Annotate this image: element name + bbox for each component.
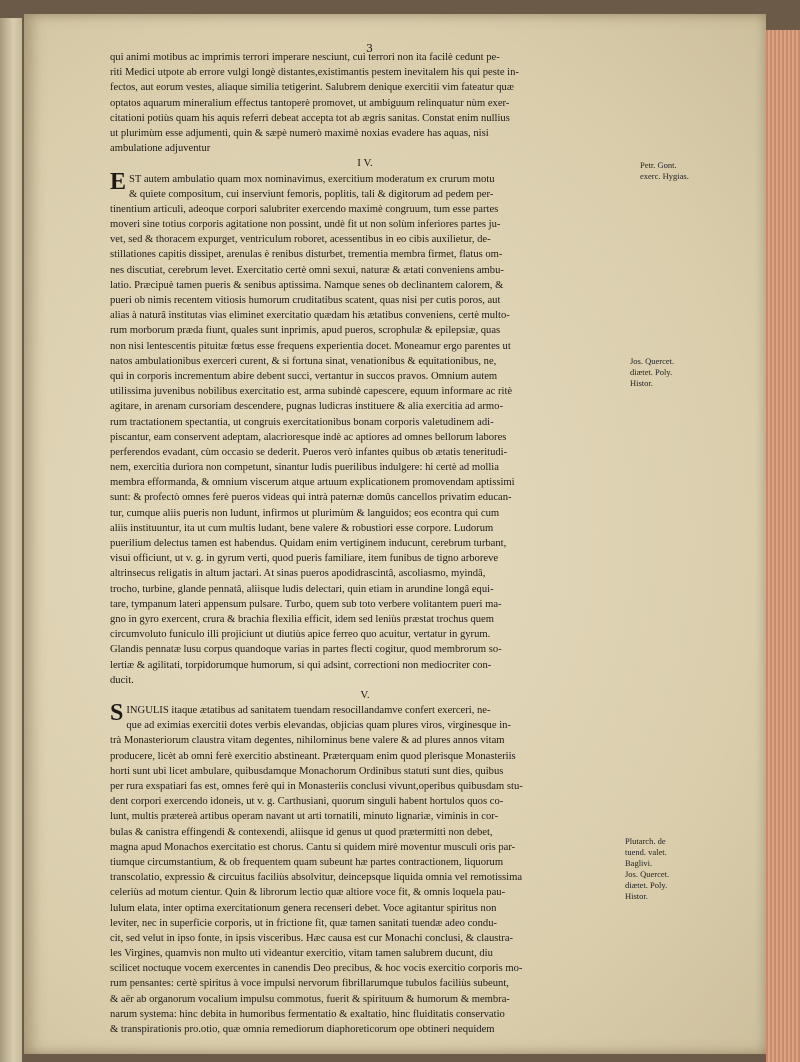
text-line: fectos, aut eorum vestes, aliaque similia tetigerint. Salubrem denique exercitii vim fateatur quæ [110,82,514,94]
text-line: tur, cumque aliis pueris non ludunt, infirmos ut plurimùm & languidos; eos econtra qui cum [110,507,500,519]
text-line: cit, sed velut in ipso fonte, in ipsis visceribus. Hæc causa est cur Monachi conclusi, & claustra- [110,932,514,944]
text-line: per rura exspatiari fas est, omnes ferè qui in Monasteriis conclusi vivunt,operibus quibusdam stu- [110,781,523,792]
text-line: bulas & canistra effingendi & contexendi, aliisque id genus ut quod prætermitti non debet, [110,826,493,838]
text-line: les Virgines, quamvis non multo uti videantur exercitio, vitam tamen salubrem ducunt, diu [110,948,493,960]
text-line: Glandis pennatæ lusu corpus quandoque varias in partes flecti cogitur, quod membrorum so- [110,644,502,656]
page-stack-edge [766,30,800,1062]
margin-line: Histor. [630,378,653,388]
main-text [110,50,620,1037]
paragraph-iv [110,168,620,688]
text-line: membra efformanda, & omnium viscerum atque artuum explicationem promovendam aptissimi [110,477,515,489]
text-line: tinentium articuli, adeoque corpori salubriter exercendo maximè congruum, tum esse partes [110,203,499,215]
text-line: alias à naturâ institutas vias eliminet exercitatio quædam his ætatibus conveniens, certè multo- [110,310,510,322]
text-line: non nisi lentescentis pituitæ fœtus esse frequens experientia docet. Moneamur ergo parentes ut [110,340,511,352]
text-line: que ad eximias exercitii dotes verbis elevandas, objicias quam plures viros, virginesque in- [126,720,511,732]
text-line: trocho, turbine, glande pennatâ, aliisque ludis delectari, quin etiam in arundine longâ equi- [110,583,494,595]
text-line: qui in corporis incrementum abire debent succi, vertantur in succos pravos. Omnium autem [110,370,498,382]
text-line: INGULIS itaque ætatibus ad sanitatem tuendam resocillandamve confert exerceri, ne- [126,705,491,717]
dropcap-s: S [110,700,124,727]
text-line: pueri ob nimis recentem vitiosis humorum cruditatibus scatent, quas nisi per cutis poros, aut [110,295,501,306]
paragraph-intro [110,50,620,156]
text-line: lertiæ & agilitati, torpidorumque humorum, si qui adsint, correctioni non mediocriter con- [110,659,492,671]
text-line: rum morborum præda fiunt, quales sunt inprimis, apud pueros, scrophulæ & epilepsiæ, quas [110,325,501,337]
text-line: ST autem ambulatio quam mox nominavimus, exercitium moderatum ex crurum motu [129,173,495,185]
margin-line: Plutarch. de [625,836,666,846]
text-line: horti sunt ubi licet ambulare, quibusdamque Monachorum Ordinibus statuti sunt dies, quibus [110,765,504,777]
text-line: gno in gyro exercent, crura & brachia flexilia efficit, idem sed leniùs præstat trochus quem [110,613,494,625]
text-line: optatos aquarum mineralium effectus tantoperè promovet, ut ambiguum relinquatur nùm exer- [110,97,510,109]
margin-note-1 [640,160,689,182]
text-line: ambulatione adjuventur [110,143,211,155]
margin-line: diætet. Poly. [625,880,668,890]
text-line: perferendos evadant, cùm occasio se dederit. Pueros verò infantes quibus ob ætatis teneritudi- [110,446,508,458]
text-line: scilicet noctuque vocem exercentes in canendis Deo precibus, & hoc vocis exercitio corporis mo- [110,963,523,975]
text-line: visui officiunt, ut v. g. in gyrum verti, quod pueris familiare, item funibus de tigno arboreve [110,553,499,565]
margin-line: Baglivi. [625,858,653,868]
text-line: nes discutiat, cerebrum levet. Exercitatio certè omni sexui, naturæ & ætati conveniens ambu- [110,264,504,276]
text-line: magna apud Monachos exercitatio est chorus. Cantu si quidem mirè moventur musculi oris par- [110,841,516,853]
text-line: riti Medici utpote ab errore vulgi longè distantes,existimantis pestem inevitalem his qui peste in- [110,67,519,79]
text-line: rum pensantes: certè spiritus à voce impulsi nervorum fibrillarumque tubulos faciliùs subeunt, [110,978,509,990]
text-line: transcolatio, expressio & circuitus faciliùs absolvitur, deincepsque liquida omnia vel remotissima [110,872,523,884]
text-line: sunt: & profectò omnes ferè pueros videas qui intrà paternæ domûs cancellos privatim educan- [110,492,512,504]
text-line: stillationes capitis dissipet, arenulas è renibus disturbet, trementia membra firmet, flatus om- [110,249,503,261]
text-line: nem, exercitia duriora non competunt, sinantur ludis puerilibus indulgere: hi certè ad mollia [110,462,499,474]
text-line: agitare, in arenam cursoriam descendere, pugnas ludicras instituere & alia exercitia ad armo- [110,401,503,413]
text-line: tiumque circumstantium, & ob frequentem quam subeunt hæ partes contractionem, liquorum [110,856,504,868]
paragraph-v [110,700,620,1037]
text-line: qui animi motibus ac imprimis terrori imperare nesciunt, cui terrori non ita facilè cedunt pe- [110,52,500,63]
text-line: & transpirationis pro.otio, quæ omnia remediorum diaphoreticorum ope obtineri nequidem [110,1024,495,1035]
text-line: & quiete compositum, cui inserviunt femoris, poplitis, tali & digitorum ad pedem per- [129,188,494,200]
text-line: ducit. [110,674,134,686]
text-line: tare, tympanum lateri appensum pulsare. Turbo, quem sub toto verbere volitantem pueri ma- [110,598,502,610]
text-line: producere, licèt ab omni ferè exercitio abstineant. Præterquam enim quod plerisque Monasteriis [110,750,516,762]
left-page-edge [0,18,22,1062]
margin-line: Petr. Gont. [640,160,677,170]
text-line: circumvoluto funiculo illi projiciunt ut diutiùs apice ferreo quo acuitur, vertatur in gyrum. [110,629,491,641]
text-line: celeriùs ad motum cientur. Quin & librorum lectio quæ altiore voce fit, & omnis loquela pau- [110,887,506,899]
text-line: moveri sine totius corporis agitatione non possint, undè fit ut non solùm inferiores partes ju- [110,219,501,231]
text-line: altrinsecus religatis in altum jactari. At sinas pueros apodidrascintâ, ascoliasmo, myindâ, [110,568,486,580]
text-line: rum tractationem spectantia, ut congruis exercitationibus bonam corporis valetudinem adi- [110,416,494,428]
dropcap-e: E [110,168,127,195]
section-heading-v: V. [360,688,370,701]
text-line: citationi potiùs quam his aquis referri debeat accepta tot ab ægris sanitas. Constat enim nullius [110,112,510,124]
text-line: narum systema: hinc debita in humoribus fermentatio & exaltatio, hinc fluiditatis conservatio [110,1008,505,1020]
text-line: utilissima juvenibus nobilibus exercitatio est, arma subindè capescere, equum informare ac ritè [110,386,513,398]
margin-line: diætet. Poly. [630,367,673,377]
text-line: trà Monasteriorum claustra vitam degentes, nihilominus bene valere & ad plures annos vitam [110,735,505,747]
page-number: 3 [366,42,373,55]
text-line: latio. Præcipuè tamen pueris & senibus aptissima. Namque senes ob declinantem calorem, & [110,279,504,291]
margin-line: Jos. Quercet. [625,869,670,879]
text-line: puerilium delectus tamen est habendus. Quidam enim vertiginem inducunt, cerebrum turbant, [110,538,507,549]
section-heading-iv: I V. [357,157,373,170]
margin-line: Jos. Quercet. [630,356,675,366]
text-line: leviter, nec in superficie corporis, ut in frictione fit, quæ tamen sanitati tuendæ adeo condu- [110,917,498,929]
text-line: & aër ab organorum vocalium impulsu commotus, fuerit & spirituum & humorum & membra- [110,993,510,1005]
margin-line: Histor. [625,891,648,901]
text-line: vet, sed & thoracem expurget, ventriculum roboret, acessentibus in eo cibis auxilietur, de- [110,234,491,246]
text-line: aliis instituuntur, ita ut cum multis ludant, bene valere & robustiori esse corpore. Ludorum [110,522,494,534]
margin-line: exerc. Hygias. [640,171,689,181]
margin-note-2 [630,356,674,389]
text-line: dent corpori exercendo idoneis, ut v. g. Carthusiani, quorum singuli habent hortulos quos co- [110,796,504,808]
text-line: ut plurimùm esse adjumenti, quin & sæpè numerò maximè noxias evadere has aquas, nisi [110,127,489,139]
margin-line: tuend. valet. [625,847,667,857]
text-line: lunt, multis prætereà artibus operam navant ut arti tornatili, minuto lignariæ, viminis in cor- [110,811,499,823]
margin-note-3 [625,836,669,902]
text-line: natos ambulationibus exerceri curent, & si fortuna sinat, venationibus & equitationibus, ne, [110,355,497,367]
text-line: piscantur, eam conservent adeptam, alacrioresque indè ac aptiores ad omnes bellorum labores [110,431,507,443]
text-line: lulum elata, inter optima exercitationum genera recenseri debet. Voce agitantur spiritus non [110,902,497,914]
